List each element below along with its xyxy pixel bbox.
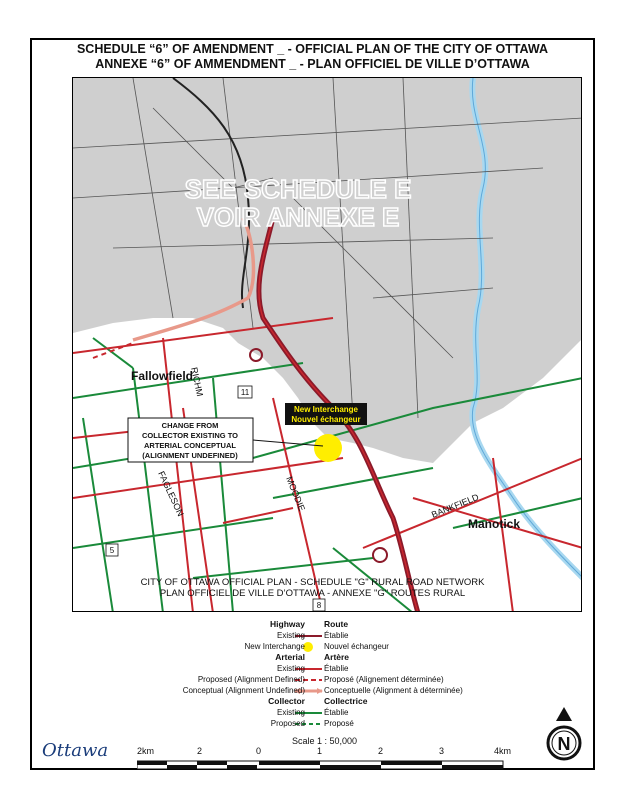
road-shield-8 <box>313 599 325 611</box>
svg-text:5: 5 <box>109 546 115 555</box>
road-label-bankfield: BANKFIELD <box>430 491 481 520</box>
road-shield-11 <box>238 386 252 398</box>
scale-bar <box>137 759 517 773</box>
svg-text:Nouvel échangeur: Nouvel échangeur <box>291 415 361 424</box>
title-english: SCHEDULE “6” OF AMENDMENT _ - OFFICIAL PLAN OF THE CITY OF OTTAWA <box>76 42 549 56</box>
callout-new-interchange <box>285 403 367 425</box>
legend-arterial-fr: Artère <box>324 652 350 662</box>
legend-highway-fr: Route <box>324 619 349 629</box>
svg-text:COLLECTOR EXISTING TO: COLLECTOR EXISTING TO <box>142 431 238 440</box>
legend-collector-proposed-fr: Proposé <box>324 719 354 728</box>
legend-conceptual-en: Conceptual (Alignment Undefined) <box>182 686 305 695</box>
svg-text:New Interchange: New Interchange <box>293 405 359 414</box>
scale-tick: 2 <box>378 746 384 756</box>
legend-collector-existing-fr: Établie <box>324 708 349 717</box>
legend-proposed-defined-en: Proposed (Alignment Defined) <box>197 675 305 684</box>
svg-text:N: N <box>557 734 571 754</box>
sheet-title <box>32 42 593 72</box>
svg-text:8: 8 <box>316 601 322 610</box>
legend-arterial-existing-fr: Établie <box>324 664 349 673</box>
road-label-richmond: RICHM <box>189 366 205 398</box>
scale-tick: 2 <box>197 746 203 756</box>
see-schedule-text-2: VOIR ANNEXE E <box>196 202 400 232</box>
title-french: ANNEXE “6” OF AMMENDMENT _ - PLAN OFFICIEL DE VILLE D’OTTAWA <box>95 57 530 71</box>
legend-arterial-existing-en: Existing <box>276 664 305 673</box>
interchange-marker <box>373 548 387 562</box>
subtitle-french: PLAN OFFICIEL DE VILLE D’OTTAWA - ANNEXE "G" ROUTES RURAL <box>159 588 466 599</box>
legend-existing-en: Existing <box>276 631 305 640</box>
place-fallowfield: Fallowfield <box>131 369 194 383</box>
road-label-fagleson: FAGLESON <box>156 469 186 518</box>
scale-tick: 0 <box>256 746 262 756</box>
ottawa-logo: Ottawa <box>42 740 109 761</box>
road-shield-5 <box>106 544 118 556</box>
place-manotick: Manotick <box>468 517 521 531</box>
legend-interchange-en: New Interchange <box>244 642 305 651</box>
map-canvas <box>73 78 582 612</box>
legend-conceptual-fr: Conceptuelle (Alignment à déterminée) <box>324 686 463 695</box>
legend-collector-existing-en: Existing <box>276 708 305 717</box>
scale-label: Scale 1 : 50,000 <box>292 736 358 746</box>
legend-collector-fr: Collectrice <box>324 696 368 706</box>
svg-text:(ALIGNMENT UNDEFINED): (ALIGNMENT UNDEFINED) <box>142 451 238 460</box>
legend-highway-en: Highway <box>270 619 305 629</box>
scale-tick: 1 <box>317 746 323 756</box>
map-area[interactable] <box>72 77 582 612</box>
legend-proposed-defined-fr: Proposé (Alignement déterminée) <box>324 675 444 684</box>
new-interchange-marker[interactable] <box>314 434 342 462</box>
scale-tick: 2km <box>137 746 155 756</box>
legend-arterial-en: Arterial <box>275 652 305 662</box>
svg-text:CHANGE FROM: CHANGE FROM <box>161 421 219 430</box>
subtitle-english: CITY OF OTTAWA OFFICIAL PLAN - SCHEDULE "G" RURAL ROAD NETWORK <box>140 577 485 588</box>
north-arrow-icon <box>544 705 584 765</box>
map-subtitle <box>32 577 593 599</box>
svg-text:ARTERIAL CONCEPTUAL: ARTERIAL CONCEPTUAL <box>144 441 236 450</box>
scale-tick: 4km <box>494 746 512 756</box>
legend-interchange-fr: Nouvel échangeur <box>324 642 389 651</box>
map-sheet <box>30 38 595 770</box>
legend-existing-fr: Établie <box>324 631 349 640</box>
see-schedule-text-1: SEE SCHEDULE E <box>184 174 412 204</box>
legend-collector-proposed-en: Proposed <box>270 719 305 728</box>
svg-text:11: 11 <box>240 388 250 397</box>
legend-collector-en: Collector <box>268 696 305 706</box>
scale-tick: 3 <box>439 746 445 756</box>
road-label-moodie: MOODIE <box>284 475 308 513</box>
